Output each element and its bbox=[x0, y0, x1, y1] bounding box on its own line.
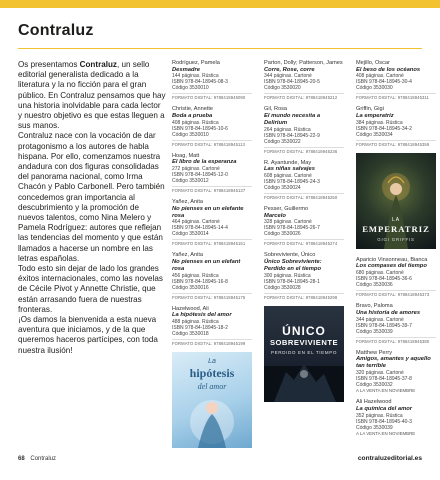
book-meta: 464 páginas. Cartoné bbox=[172, 219, 220, 226]
book-entry bbox=[356, 257, 436, 297]
book-title: Corre, Rose, corre bbox=[264, 66, 315, 73]
book-digital: FORMATO DIGITAL: 9788418945250 bbox=[264, 193, 344, 200]
book-release-note: A LA VENTA EN NOVIEMBRE bbox=[356, 387, 416, 393]
book-meta: ISBN 978-84-18945-34-2 bbox=[356, 125, 412, 132]
book-digital: FORMATO DIGITAL: 9788418945359 bbox=[356, 140, 436, 147]
book-entry bbox=[172, 106, 252, 146]
book-meta: 608 páginas. Cartoné bbox=[264, 172, 312, 179]
book-author: Rodríguez, Pamela bbox=[172, 60, 220, 66]
book-author: R. Ayantunde, May bbox=[264, 159, 312, 166]
book-author: Matthew Perry bbox=[356, 349, 393, 356]
book-meta: Código 3530026 bbox=[264, 231, 301, 238]
book-digital: FORMATO DIGITAL: 9788418945380 bbox=[356, 337, 436, 344]
book-entry bbox=[172, 252, 252, 299]
book-meta: ISBN 978-84-18945-08-3 bbox=[172, 79, 228, 86]
book-entry bbox=[172, 60, 252, 100]
book-meta: ISBN 978-84-18945-18-2 bbox=[172, 324, 228, 331]
catalog-column-1 bbox=[172, 60, 252, 456]
book-digital: FORMATO DIGITAL: 9788418945212 bbox=[264, 93, 344, 100]
book-meta: Código 3530039 bbox=[356, 424, 393, 431]
book-entry bbox=[264, 60, 344, 100]
book-digital: FORMATO DIGITAL: 9788418945137 bbox=[172, 186, 252, 193]
book-meta: ISBN 978-84-18945-22-9 bbox=[264, 132, 320, 139]
book-digital: FORMATO DIGITAL: 9788418945236 bbox=[264, 147, 344, 154]
book-meta: ISBN 978-84-18945-30-4 bbox=[356, 79, 412, 86]
intro-paragraph: Todo esto sin dejar de lado los grandes éxitos internacionales, como las novelas de Cécile Pivot y Annette Christie, que están arrasando fuera de nuestras fronteras. bbox=[18, 264, 163, 314]
intro-paragraph: Contraluz nace con la vocación de dar protagonismo a los autores de habla hispana. Por ello, comenzamos nuestra andadura con dos figuras consolidadas del panorama nacional, como Irma Chacón y Pablo Carbonell. Pero también concedemos gran importancia al descubrimiento y la promoción de nuevos talentos, como Nina Melero y Pamela Rodríguez: autores que reflejan las tendencias del momento y que están llamados a hacerse un nombre en las letras españolas. bbox=[18, 131, 165, 263]
book-entry bbox=[172, 199, 252, 246]
book-author: Hoag, Matt bbox=[172, 152, 200, 159]
book-title: Boda a prueba bbox=[172, 112, 213, 119]
book-title: No pienses en un elefante rosa bbox=[172, 205, 244, 219]
book-title: La emperatriz bbox=[356, 112, 394, 119]
book-meta: 344 páginas. Cartoné bbox=[264, 73, 312, 80]
book-meta: 328 páginas. Cartoné bbox=[264, 219, 312, 226]
book-meta: ISBN 978-84-18945-37-8 bbox=[356, 375, 412, 382]
cover-title: EMPERATRIZ bbox=[362, 223, 430, 234]
book-meta: 456 páginas. Rústica bbox=[172, 272, 219, 279]
book-meta: Código 3530036 bbox=[356, 282, 393, 289]
book-release-note: A LA VENTA EN NOVIEMBRE bbox=[356, 430, 416, 436]
book-author: Parton, Dolly; Patterson, James bbox=[264, 60, 343, 66]
book-meta: Código 3530034 bbox=[356, 131, 393, 138]
catalog-column-2 bbox=[264, 60, 344, 410]
book-meta: Código 3530030 bbox=[356, 85, 393, 92]
book-title: Los compases del tiempo bbox=[356, 263, 427, 270]
footer-website: contraluzeditorial.es bbox=[357, 455, 422, 462]
cover-title: hipótesis bbox=[189, 365, 235, 380]
book-digital: FORMATO DIGITAL: 9788418945113 bbox=[172, 140, 252, 147]
book-meta: Código 3530028 bbox=[264, 284, 301, 291]
book-author: Gil, Rosa bbox=[264, 106, 288, 113]
page-header bbox=[0, 8, 440, 42]
book-meta: ISBN 978-84-18945-16-8 bbox=[172, 278, 228, 285]
book-author: Bravo, Paloma bbox=[356, 303, 393, 310]
book-meta: 264 páginas. Rústica bbox=[264, 126, 311, 133]
book-meta: ISBN 978-84-18945-14-4 bbox=[172, 225, 228, 232]
book-meta: ISBN 978-84-18945-12-0 bbox=[172, 172, 228, 179]
brand-title: Contraluz bbox=[18, 22, 94, 39]
book-title: Amigos, amantes y aquello tan terrible bbox=[356, 356, 431, 369]
book-entry bbox=[264, 252, 344, 299]
book-entry bbox=[264, 206, 344, 246]
book-digital: FORMATO DIGITAL: 9788418945151 bbox=[172, 239, 252, 246]
cover-subtitle: GIGI GRIFFIS bbox=[377, 236, 415, 242]
book-meta: ISBN 978-84-18945-26-7 bbox=[264, 225, 320, 232]
book-digital: FORMATO DIGITAL: 9788418945311 bbox=[356, 93, 436, 100]
book-title: El libro de la esperanza bbox=[172, 159, 237, 166]
page-footer-left bbox=[18, 456, 56, 462]
book-author: Ali Hazelwood bbox=[356, 399, 392, 406]
cover-title: ÚNICO bbox=[282, 323, 326, 338]
book-entry bbox=[264, 160, 344, 200]
catalog-column-3 bbox=[356, 60, 436, 442]
book-meta: Código 3530024 bbox=[264, 184, 301, 191]
cover-subtitle: SOBREVIVIENTE bbox=[269, 337, 339, 347]
book-author: Aparicio Vinsonneau, Bianca bbox=[356, 256, 428, 263]
book-title: El beso de los océanos bbox=[356, 66, 421, 73]
book-meta: Código 3530022 bbox=[264, 138, 301, 145]
book-entry bbox=[172, 306, 252, 346]
book-meta: Código 3530010 bbox=[172, 131, 209, 138]
book-author: Yañez, Anita bbox=[172, 252, 203, 259]
book-title: La química del amor bbox=[356, 405, 413, 412]
header-divider bbox=[18, 48, 422, 49]
book-title: El mundo necesita a Delirium bbox=[264, 112, 321, 126]
book-meta: Código 3530014 bbox=[172, 231, 209, 238]
book-meta: 408 páginas. Rústica bbox=[172, 119, 219, 126]
cover-kicker: LA bbox=[391, 216, 401, 223]
book-author: Hazelwood, Ali bbox=[172, 305, 209, 312]
book-meta: ISBN 978-84-18945-40-3 bbox=[356, 418, 412, 425]
book-digital: FORMATO DIGITAL: 9788418945199 bbox=[172, 339, 252, 346]
intro-paragraph: ¡Os damos la bienvenida a esta nueva aventura que iniciamos, y de la que queremos haceros partícipes, con toda nuestra ilusión! bbox=[18, 315, 158, 355]
book-meta: ISBN 978-84-18945-39-7 bbox=[356, 322, 412, 329]
book-title: Las niñas salvajes bbox=[264, 166, 315, 173]
book-entry bbox=[356, 303, 436, 343]
book-meta: 384 páginas. Rústica bbox=[356, 119, 403, 126]
book-meta: 300 páginas. Rústica bbox=[264, 272, 311, 279]
book-cover-unico-sobreviviente bbox=[264, 306, 344, 402]
book-entry bbox=[356, 106, 436, 146]
book-author: Pesser, Guillermo bbox=[264, 205, 309, 212]
intro-paragraph: Os presentamos Contraluz, un sello editorial generalista dedicado a la literatura y la no ficción para el gran público. En Contraluz pensamos que hay una historia inolvidable para cada lector y nuestro objetivo es que estas lleguen a sus manos. bbox=[18, 60, 166, 131]
book-author: Yañez, Anita bbox=[172, 199, 203, 206]
book-meta: Código 3530016 bbox=[172, 284, 209, 291]
book-title: La hipótesis del amor bbox=[172, 312, 232, 319]
book-meta: Código 3530020 bbox=[264, 85, 301, 92]
top-accent-bar bbox=[0, 0, 440, 8]
book-digital: FORMATO DIGITAL: 9788418945373 bbox=[356, 290, 436, 297]
footer-section: Contraluz bbox=[30, 456, 57, 462]
book-meta: 320 páginas. Cartoné bbox=[356, 369, 404, 376]
book-meta: 352 páginas. Rústica bbox=[356, 412, 403, 419]
book-meta: ISBN 978-84-18945-10-6 bbox=[172, 125, 228, 132]
book-digital: FORMATO DIGITAL: 9788418945090 bbox=[172, 93, 252, 100]
cover-subtitle: del amor bbox=[197, 381, 227, 391]
book-entry bbox=[356, 60, 436, 100]
book-meta: ISBN 978-84-18945-36-6 bbox=[356, 276, 412, 283]
intro-brand-emphasis: Contraluz bbox=[79, 60, 117, 69]
book-author: Mejillo, Oscar bbox=[356, 60, 390, 66]
book-title: Marcelo bbox=[264, 212, 286, 219]
book-meta: Código 3530032 bbox=[356, 381, 393, 388]
book-cover-la-emperatriz bbox=[356, 153, 436, 249]
book-entry bbox=[264, 106, 344, 153]
book-digital: FORMATO DIGITAL: 9788418945274 bbox=[264, 239, 344, 246]
book-cover-hipotesis bbox=[172, 352, 252, 448]
page-number: 68 bbox=[18, 456, 25, 462]
book-digital: FORMATO DIGITAL: 9788418945175 bbox=[172, 293, 252, 300]
book-meta: 344 páginas. Cartoné bbox=[356, 316, 404, 323]
book-entry bbox=[356, 399, 436, 436]
book-meta: 408 páginas. Cartoné bbox=[356, 73, 404, 80]
book-meta: Código 3530010 bbox=[172, 85, 209, 92]
book-meta: 144 páginas. Rústica bbox=[172, 73, 219, 80]
intro-text bbox=[18, 60, 166, 356]
book-meta: 272 páginas. Cartoné bbox=[172, 166, 220, 173]
cover-illustration bbox=[356, 153, 436, 249]
book-author: Griffin, Gigi bbox=[356, 106, 384, 113]
book-meta: Código 3530012 bbox=[172, 178, 209, 185]
book-author: Christie, Annette bbox=[172, 106, 214, 113]
book-meta: ISBN 978-84-18945-20-5 bbox=[264, 79, 320, 86]
book-title: Único Sobreviviente: Perdido en el tiempo bbox=[264, 258, 322, 272]
book-title: Una historia de amores bbox=[356, 309, 421, 316]
book-author: Sobreviviente, Único bbox=[264, 252, 316, 259]
book-meta: 488 páginas. Rústica bbox=[172, 318, 219, 325]
book-entry bbox=[172, 153, 252, 193]
book-meta: 680 páginas. Cartoné bbox=[356, 270, 404, 277]
cover-kicker: PERDIDO EN EL TIEMPO bbox=[270, 349, 338, 355]
book-meta: ISBN 978-84-18945-28-1 bbox=[264, 278, 320, 285]
book-title: No pienses en un elefant rosa bbox=[172, 258, 241, 272]
book-meta: Código 3530039 bbox=[356, 328, 393, 335]
book-entry bbox=[356, 350, 436, 394]
book-meta: Código 3530018 bbox=[172, 330, 209, 337]
book-title: Desmadre bbox=[172, 66, 201, 73]
cover-kicker: La bbox=[208, 357, 216, 365]
book-digital: FORMATO DIGITAL: 9788418945298 bbox=[264, 293, 344, 300]
book-meta: ISBN 978-84-18945-24-3 bbox=[264, 178, 320, 185]
